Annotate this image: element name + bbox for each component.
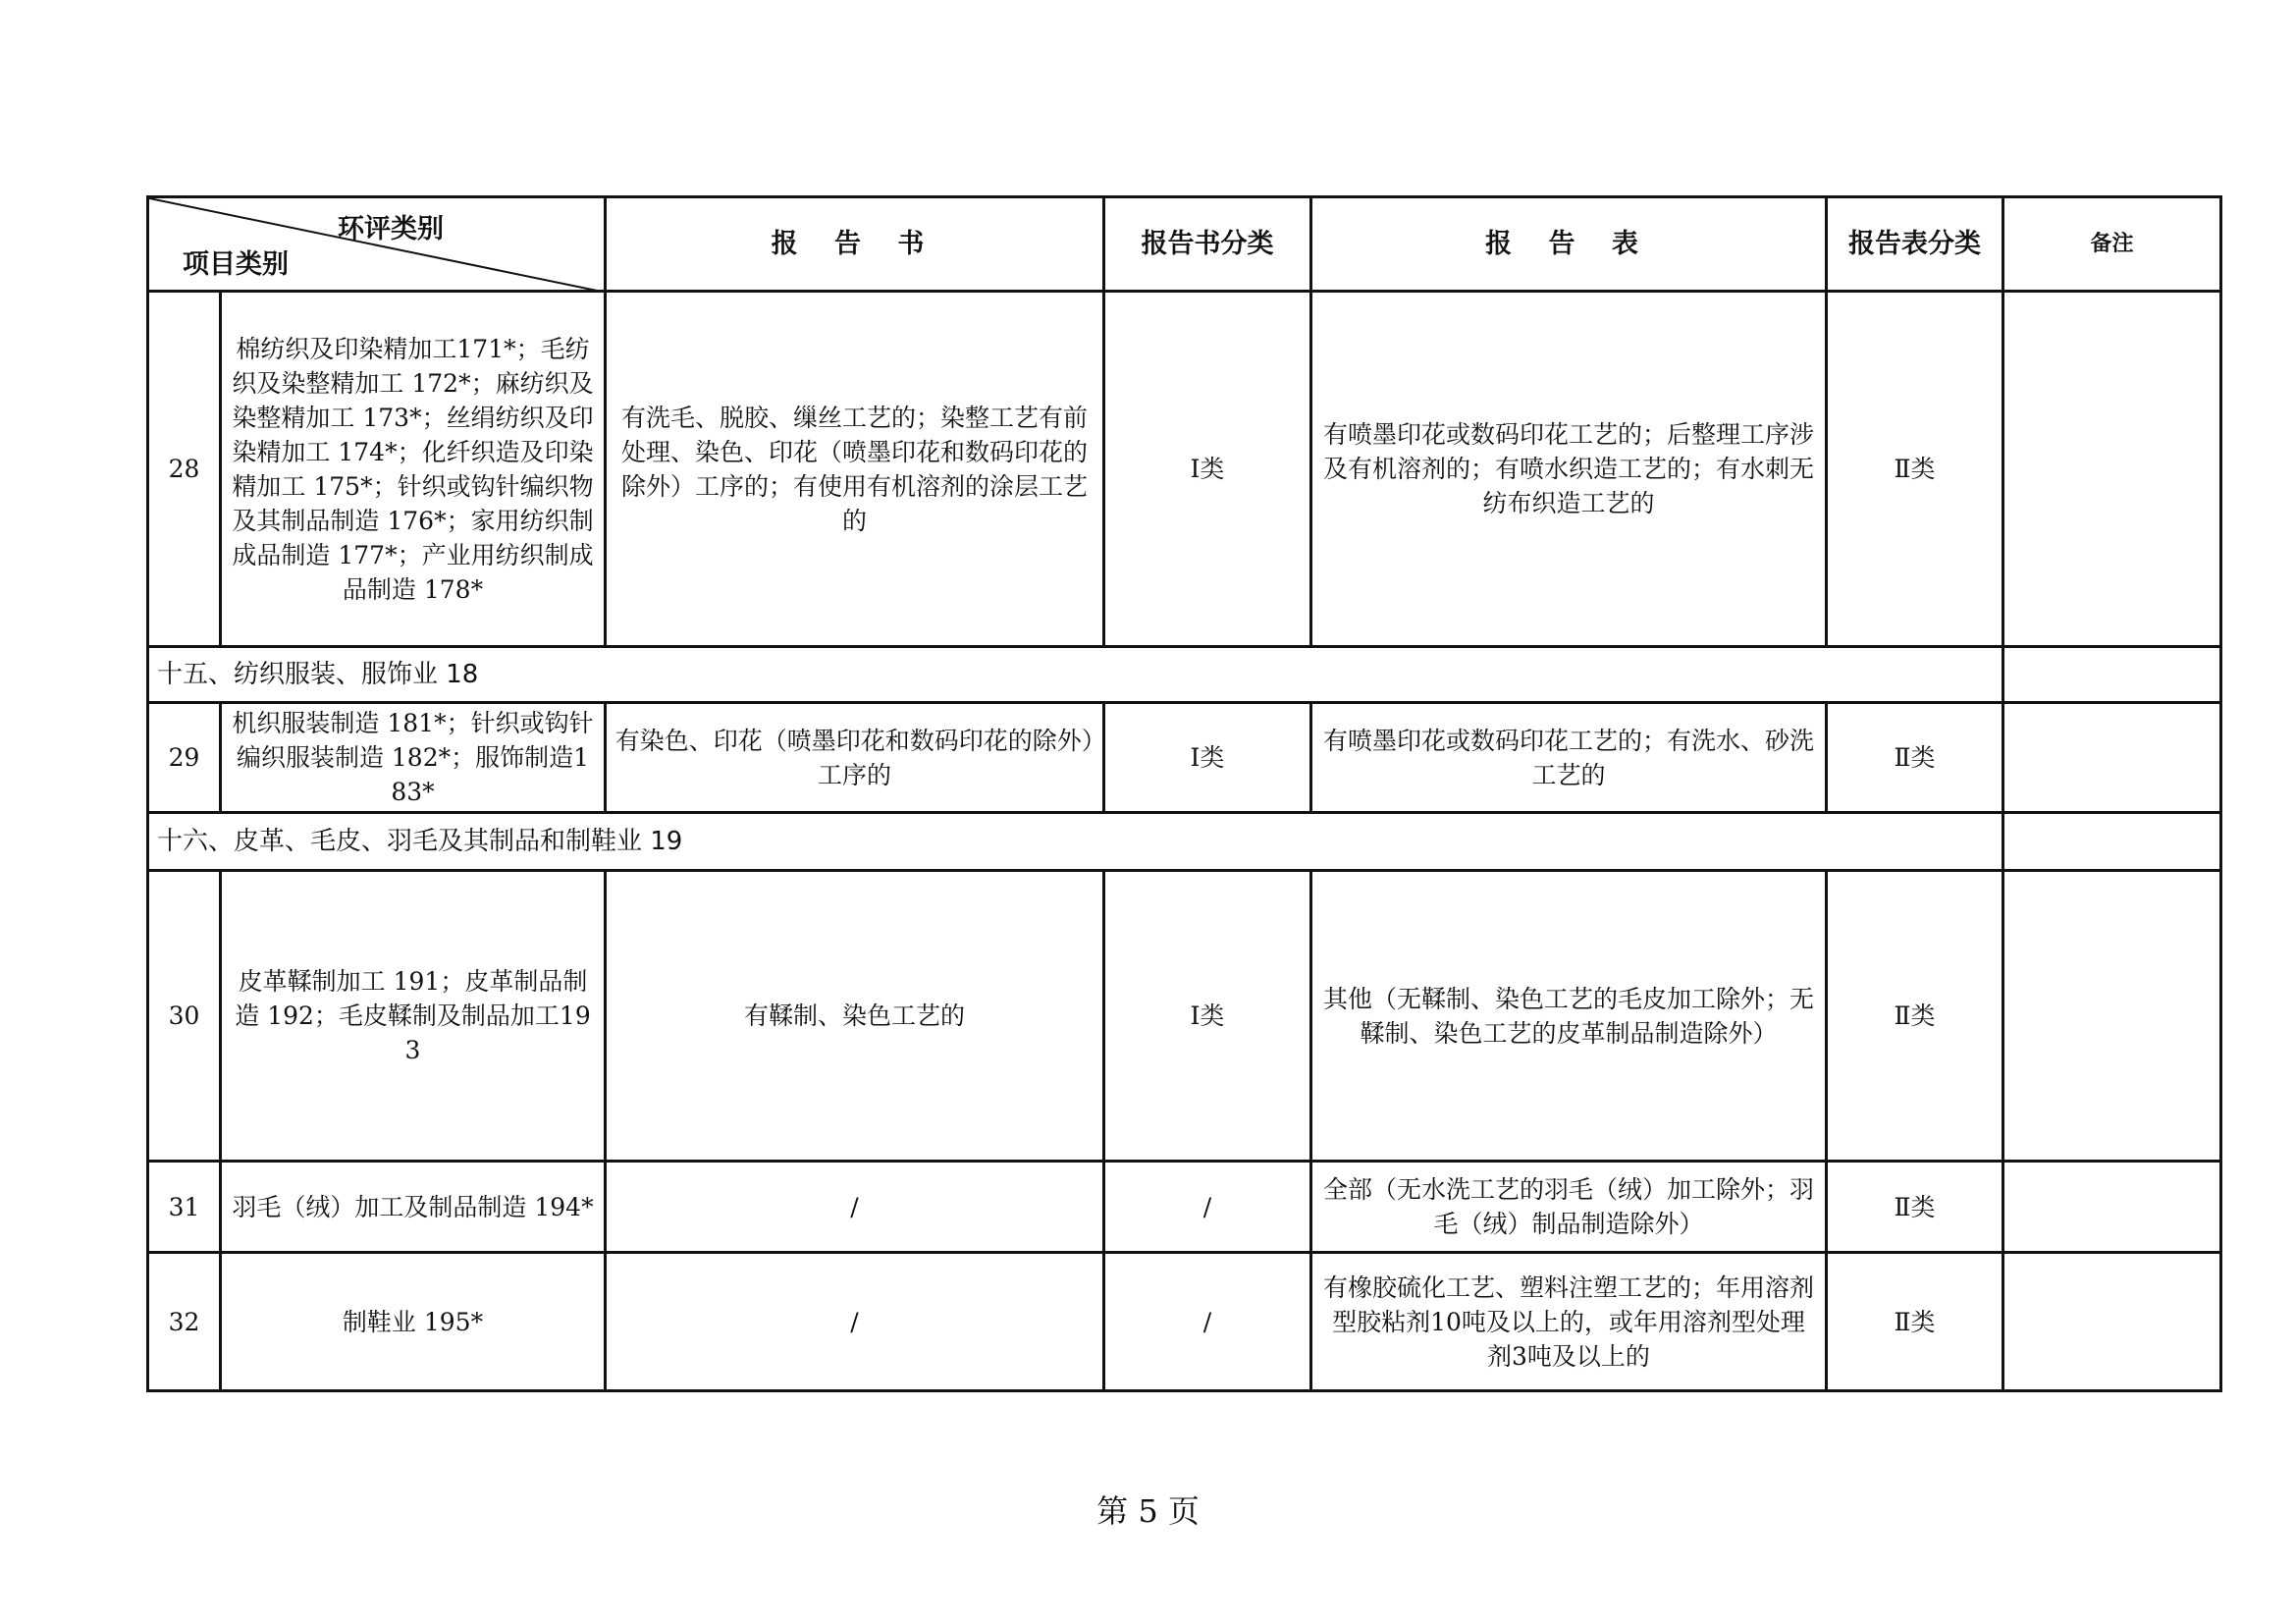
remark-cell [2003, 292, 2221, 647]
report-book-class: Ⅰ类 [1104, 703, 1311, 813]
row-number: 28 [148, 292, 221, 647]
report-book-criteria: 有洗毛、脱胶、缫丝工艺的；染整工艺有前处理、染色、印花（喷墨印花和数码印花的除外）工序的；有使用有机溶剂的涂层工艺的 [606, 292, 1104, 647]
header-report-book-class: 报告书分类 [1104, 197, 1311, 292]
report-book-class: Ⅰ类 [1104, 292, 1311, 647]
report-form-criteria: 全部（无水洗工艺的羽毛（绒）加工除外；羽毛（绒）制品制造除外） [1311, 1162, 1827, 1253]
section-title: 十五、纺织服装、服饰业 18 [148, 647, 2003, 703]
section-row [148, 647, 2221, 703]
report-book-criteria: / [606, 1162, 1104, 1253]
header-report-form: 报 告 表 [1311, 197, 1827, 292]
section-title: 十六、皮革、毛皮、羽毛及其制品和制鞋业 19 [148, 813, 2003, 871]
table-row [148, 1162, 2221, 1253]
report-form-class: Ⅱ类 [1827, 1253, 2003, 1391]
project-category: 制鞋业 195* [221, 1253, 606, 1391]
table-row [148, 1253, 2221, 1391]
row-number: 29 [148, 703, 221, 813]
table-row [148, 871, 2221, 1162]
header-report-book: 报 告 书 [606, 197, 1104, 292]
page-number: 第 5 页 [1096, 1492, 1200, 1530]
section-row [148, 813, 2221, 871]
row-number: 32 [148, 1253, 221, 1391]
remark-cell [2003, 1253, 2221, 1391]
report-form-class: Ⅱ类 [1827, 292, 2003, 647]
project-category: 机织服装制造 181*；针织或钩针编织服装制造 182*；服饰制造183* [221, 703, 606, 813]
remark-cell [2003, 813, 2221, 871]
row-number: 31 [148, 1162, 221, 1253]
table-row [148, 292, 2221, 647]
report-book-criteria: / [606, 1253, 1104, 1391]
project-category: 棉纺织及印染精加工171*；毛纺织及染整精加工 172*；麻纺织及染整精加工 173*；丝绢纺织及印染精加工 174*；化纤织造及印染精加工 175*；针织或钩针编织物及其制品制造 176*；家用纺织制成品制造 177*；产业用纺织制成品制造 178* [221, 292, 606, 647]
classification-table [146, 195, 2222, 1392]
report-book-criteria: 有鞣制、染色工艺的 [606, 871, 1104, 1162]
table-row [148, 703, 2221, 813]
remark-cell [2003, 1162, 2221, 1253]
report-book-class: / [1104, 1253, 1311, 1391]
report-form-criteria: 有喷墨印花或数码印花工艺的；有洗水、砂洗工艺的 [1311, 703, 1827, 813]
header-remark: 备注 [2003, 197, 2221, 292]
report-form-class: Ⅱ类 [1827, 703, 2003, 813]
report-form-criteria: 有喷墨印花或数码印花工艺的；后整理工序涉及有机溶剂的；有喷水织造工艺的；有水刺无纺布织造工艺的 [1311, 292, 1827, 647]
remark-cell [2003, 703, 2221, 813]
report-book-class: Ⅰ类 [1104, 871, 1311, 1162]
report-form-class: Ⅱ类 [1827, 871, 2003, 1162]
header-project-category: 项目类别 [183, 249, 289, 280]
header-env-category: 环评类别 [338, 214, 444, 244]
report-book-criteria: 有染色、印花（喷墨印花和数码印花的除外）工序的 [606, 703, 1104, 813]
project-category: 羽毛（绒）加工及制品制造 194* [221, 1162, 606, 1253]
table-header-row [148, 197, 2221, 292]
remark-cell [2003, 647, 2221, 703]
diagonal-header-cell [148, 197, 606, 292]
report-form-criteria: 其他（无鞣制、染色工艺的毛皮加工除外；无鞣制、染色工艺的皮革制品制造除外） [1311, 871, 1827, 1162]
remark-cell [2003, 871, 2221, 1162]
header-report-form-class: 报告表分类 [1827, 197, 2003, 292]
row-number: 30 [148, 871, 221, 1162]
report-book-class: / [1104, 1162, 1311, 1253]
report-form-class: Ⅱ类 [1827, 1162, 2003, 1253]
report-form-criteria: 有橡胶硫化工艺、塑料注塑工艺的；年用溶剂型胶粘剂10吨及以上的，或年用溶剂型处理剂3吨及以上的 [1311, 1253, 1827, 1391]
project-category: 皮革鞣制加工 191；皮革制品制造 192；毛皮鞣制及制品加工193 [221, 871, 606, 1162]
